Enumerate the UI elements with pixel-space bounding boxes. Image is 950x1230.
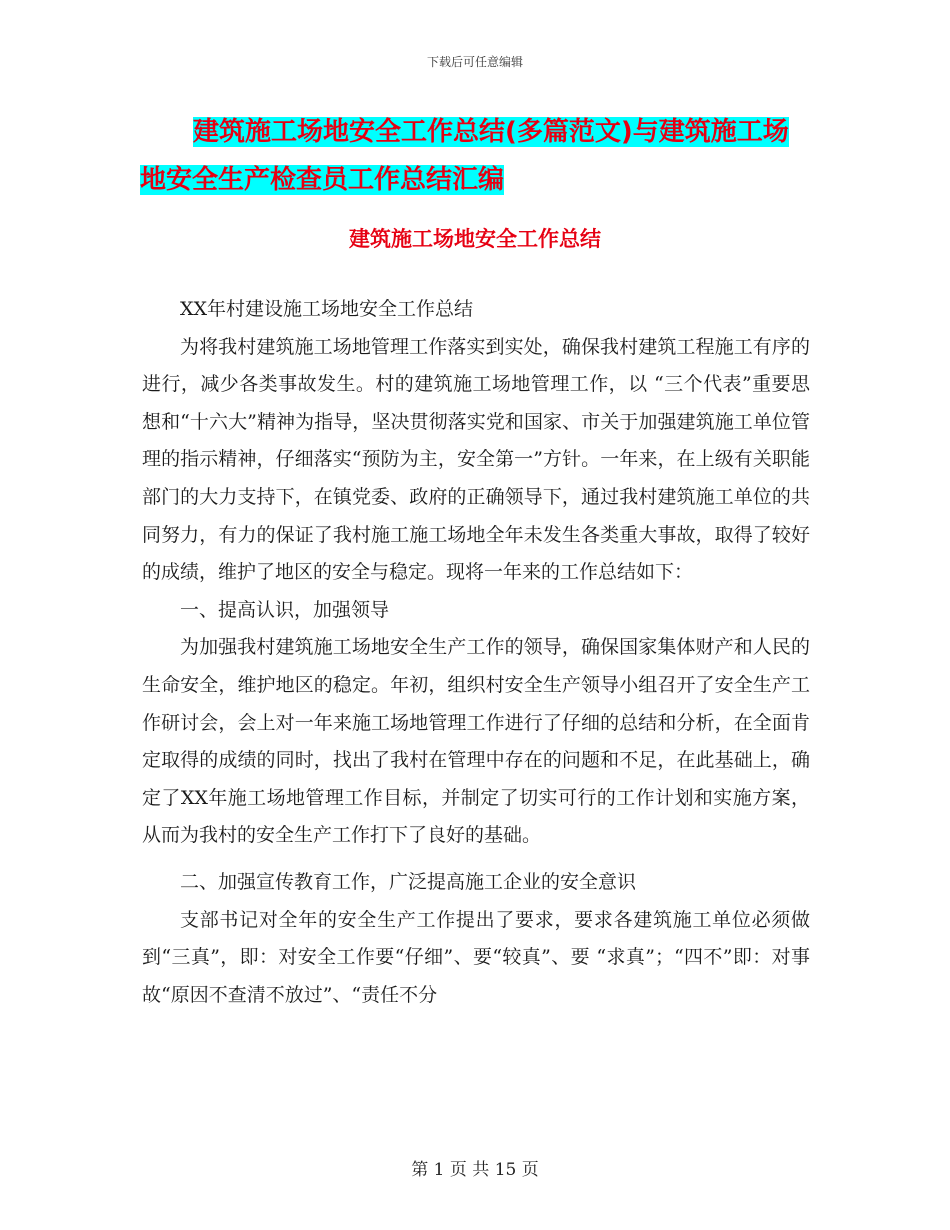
paragraph-intro: 为将我村建筑施工场地管理工作落实到实处，确保我村建筑工程施工有序的进行，减少各类事故发生。村的建筑施工场地管理工作，以 “三个代表”重要思想和“十六大”精神为指导，坚决贯彻落实党和国家、市关于加强建筑施工单位管理的指示精神，仔细落实“预防为主，安全第一”方针。一年来，在上级有关职能部门的大力支持下，在镇党委、政府的正确领导下，通过我村建筑施工单位的共同努力，有力的保证了我村施工施工场地全年未发生各类重大事故，取得了较好的成绩，维护了地区的安全与稳定。现将一年来的工作总结如下： <box>142 335 810 584</box>
header-note: 下载后可任意编辑 <box>426 55 523 69</box>
document-title <box>140 108 830 204</box>
title-highlight-2: 地安全生产检查员工作总结汇编 <box>140 165 505 195</box>
body-text <box>142 291 810 1014</box>
paragraph-subtitle: XX年村建设施工场地安全工作总结 <box>180 298 474 320</box>
page-footer: 第 1 页 共 15 页 <box>411 1160 539 1180</box>
paragraph-heading-1: 一、提高认识，加强领导 <box>180 598 390 621</box>
section-title: 建筑施工场地安全工作总结 <box>349 227 601 251</box>
title-highlight-1: 建筑施工场地安全工作总结(多篇范文)与建筑施工场 <box>193 117 789 147</box>
document-title-line-1 <box>140 108 830 156</box>
document-title-line-2 <box>140 156 830 204</box>
paragraph-section-1: 为加强我村建筑施工场地安全生产工作的领导，确保国家集体财产和人民的生命安全，维护地区的稳定。年初，组织村安全生产领导小组召开了安全生产工作研讨会，会上对一年来施工场地管理工作进行了仔细的总结和分析，在全面肯定取得的成绩的同时，找出了我村在管理中存在的问题和不足，在此基础上，确定了XX年施工场地管理工作目标，并制定了切实可行的工作计划和实施方案，从而为我村的安全生产工作打下了良好的基础。 <box>142 636 810 847</box>
paragraph-heading-2: 二、加强宣传教育工作，广泛提高施工企业的安全意识 <box>180 870 637 893</box>
paragraph-section-2: 支部书记对全年的安全生产工作提出了要求，要求各建筑施工单位必须做到“三真”，即：对安全工作要“仔细”、要“较真”、要 “求真”；“四不”即：对事故“原因不查清不放过”、“责任不分 <box>142 908 810 1006</box>
